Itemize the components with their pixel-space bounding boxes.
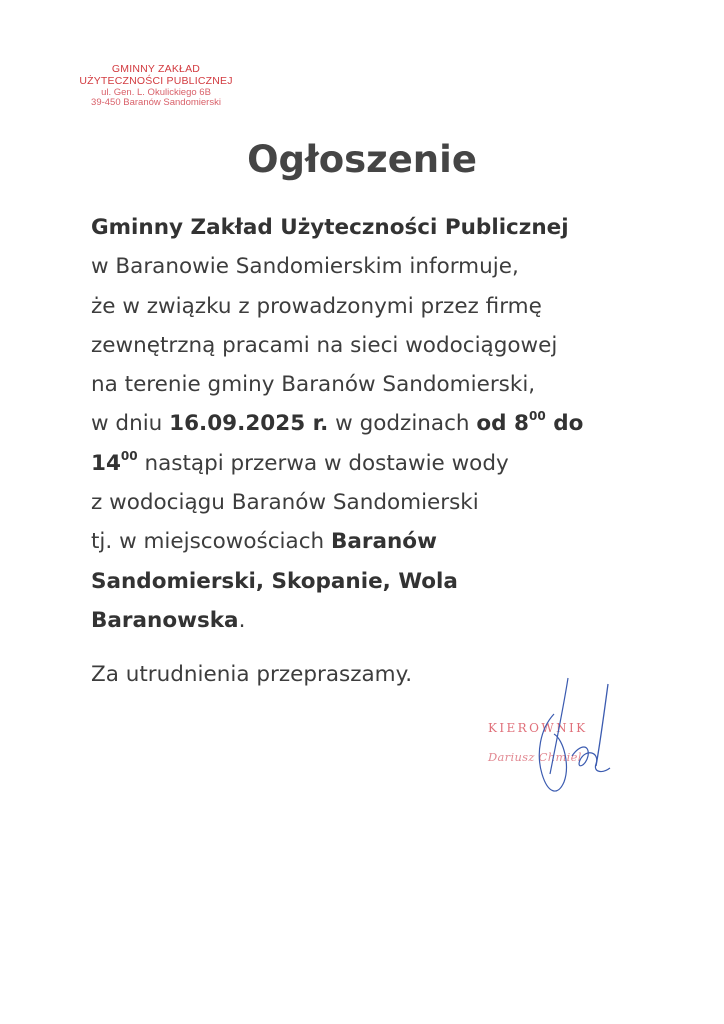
body-text: tj. w miejscowościach [91,529,331,555]
body-line: z wodociągu Baranów Sandomierski [91,490,479,516]
start-hour: od 8 [476,411,529,437]
outage-start [476,411,583,436]
closing-apology: Za utrudnienia przepraszamy. [91,662,413,687]
manager-name: Dariusz Chmiel [488,750,582,764]
body-line: na terenie gminy Baranów Sandomierski, [91,372,536,398]
stamp-address: ul. Gen. L. Okulickiego 6B [101,86,211,98]
handwritten-signature [520,674,630,804]
body-line [91,208,691,247]
stamp-line-2: UŻYTECZNOŚCI PUBLICZNEJ [79,74,233,87]
company-stamp [72,64,240,109]
body-line [91,404,691,443]
end-hour: 14 [91,450,121,476]
announcement-body [91,208,691,640]
body-line [91,562,691,601]
to-word: do [545,411,584,437]
start-minutes: 00 [529,409,546,424]
institution-name: Gminny Zakład Użyteczności Publicznej [91,215,569,240]
body-text: w dniu [91,411,170,437]
locality-list: Baranowska [91,607,239,633]
outage-end [91,448,138,476]
manager-role: KIEROWNIK [488,721,588,735]
body-text: w godzinach [328,411,477,437]
body-line [91,522,691,561]
period: . [238,607,246,633]
stamp-postal: 39-450 Baranów Sandomierski [91,97,221,109]
body-line: że w związku z prowadzonymi przez firmę [91,293,542,319]
outage-date: 16.09.2025 r. [169,411,329,437]
body-line: zewnętrzną pracami na sieci wodociągowej [91,332,558,358]
locality-list: Sandomierski, Skopanie, Wola [91,568,458,594]
body-line [91,444,691,483]
page-title: Ogłoszenie [247,138,477,181]
body-text: nastąpi przerwa w dostawie wody [137,450,509,476]
body-line [91,601,691,640]
end-minutes: 00 [120,448,138,463]
stamp-line-1: GMINNY ZAKŁAD [111,63,201,75]
locality-list: Baranów [330,529,437,555]
body-line: w Baranowie Sandomierskim informuje, [91,254,519,280]
